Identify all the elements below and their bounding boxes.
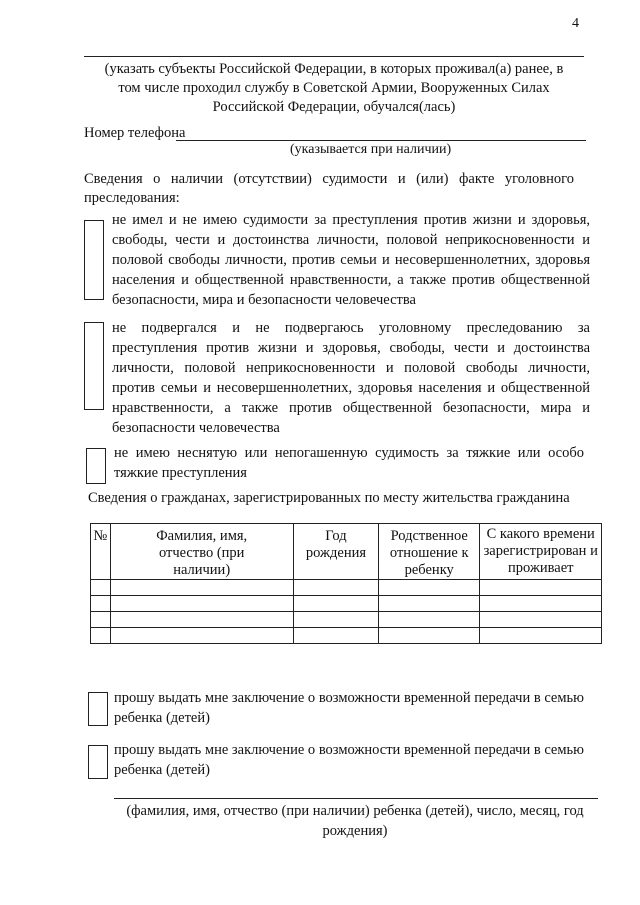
table-row — [91, 612, 602, 628]
request-text-2: прошу выдать мне заключение о возможности временной передачи в семью ребенка (детей) — [114, 742, 584, 778]
regions-note-text: (указать субъекты Российской Федерации, в которых проживал(а) ранее, в том числе проходил службу в Советской Армии, Вооруженных Силах Российской Федерации, обучался(лась) — [104, 61, 564, 115]
col-registered-since-header — [480, 524, 602, 580]
table-cell[interactable] — [379, 596, 480, 612]
table-cell[interactable] — [293, 612, 378, 628]
col-relation-header — [379, 524, 480, 580]
table-cell[interactable] — [110, 580, 293, 596]
table-cell[interactable] — [91, 628, 111, 644]
table-cell[interactable] — [480, 596, 602, 612]
table-cell[interactable] — [293, 580, 378, 596]
table-cell[interactable] — [110, 596, 293, 612]
child-details-input[interactable] — [114, 780, 598, 799]
table-cell[interactable] — [379, 628, 480, 644]
declaration-checkbox-3[interactable] — [86, 448, 106, 484]
criminal-intro: Сведения о наличии (отсутствии) судимости и (или) факте уголовного преследования: — [84, 171, 574, 206]
table-cell[interactable] — [91, 596, 111, 612]
table-row — [91, 628, 602, 644]
request-checkbox-2[interactable] — [88, 745, 108, 779]
phone-input[interactable] — [176, 122, 586, 141]
declaration-text-2: не подвергался и не подвергаюсь уголовному преследованию за преступления против жизни и здоровья, свободы, чести и достоинства личности, половой неприкосновенности и половой свободы личности, против семьи и несовершеннолетних, здоровья населения и общественной нравственности, а также против общественной безопасности, мира и безопасности человечества — [112, 320, 590, 436]
col-birth-year-header-text: Год рождения — [305, 528, 367, 561]
residents-title: Сведения о гражданах, зарегистрированных по месту жительства гражданина — [88, 490, 570, 506]
table-cell[interactable] — [480, 612, 602, 628]
table-cell[interactable] — [110, 612, 293, 628]
request-text-1: прошу выдать мне заключение о возможности временной передачи в семью ребенка (детей) — [114, 690, 584, 726]
table-cell[interactable] — [91, 612, 111, 628]
declaration-text-3: не имею неснятую или непогашенную судимость за тяжкие или особо тяжкие преступления — [114, 445, 584, 481]
table-row — [91, 580, 602, 596]
declaration-checkbox-1[interactable] — [84, 220, 104, 300]
phone-note: (указывается при наличии) — [290, 142, 452, 157]
table-cell[interactable] — [293, 628, 378, 644]
table-cell[interactable] — [379, 612, 480, 628]
request-checkbox-1[interactable] — [88, 692, 108, 726]
child-details-note — [120, 801, 590, 841]
table-cell[interactable] — [480, 628, 602, 644]
table-cell[interactable] — [293, 596, 378, 612]
table-header-row — [91, 524, 602, 580]
phone-label: Номер телефона — [84, 125, 186, 141]
residents-table — [90, 523, 602, 644]
declaration-text-1: не имел и не имею судимости за преступления против жизни и здоровья, свободы, чести и достоинства личности, половой неприкосновенности и половой свободы личности, против семьи и несовершеннолетних, здоровья населения и общественной нравственности, а также против общественной безопасности, мира и безопасности человечества — [112, 212, 590, 308]
col-registered-since-header-text: С какого времени зарегистрирован и проживает — [483, 526, 598, 576]
child-details-note-text: (фамилия, имя, отчество (при наличии) ребенка (детей), число, месяц, год рождения) — [126, 803, 584, 839]
col-name-header — [110, 524, 293, 580]
page-number: 4 — [572, 16, 579, 31]
table-cell[interactable] — [480, 580, 602, 596]
regions-note — [96, 60, 572, 117]
col-number-header: № — [91, 524, 111, 580]
col-birth-year-header — [293, 524, 378, 580]
col-relation-header-text: Родственное отношение к ребенку — [389, 528, 469, 578]
table-row — [91, 596, 602, 612]
regions-field-line[interactable] — [84, 56, 584, 57]
table-cell[interactable] — [379, 580, 480, 596]
table-cell[interactable] — [91, 580, 111, 596]
declaration-checkbox-2[interactable] — [84, 322, 104, 410]
table-cell[interactable] — [110, 628, 293, 644]
col-name-header-text: Фамилия, имя, отчество (при наличии) — [156, 528, 248, 578]
